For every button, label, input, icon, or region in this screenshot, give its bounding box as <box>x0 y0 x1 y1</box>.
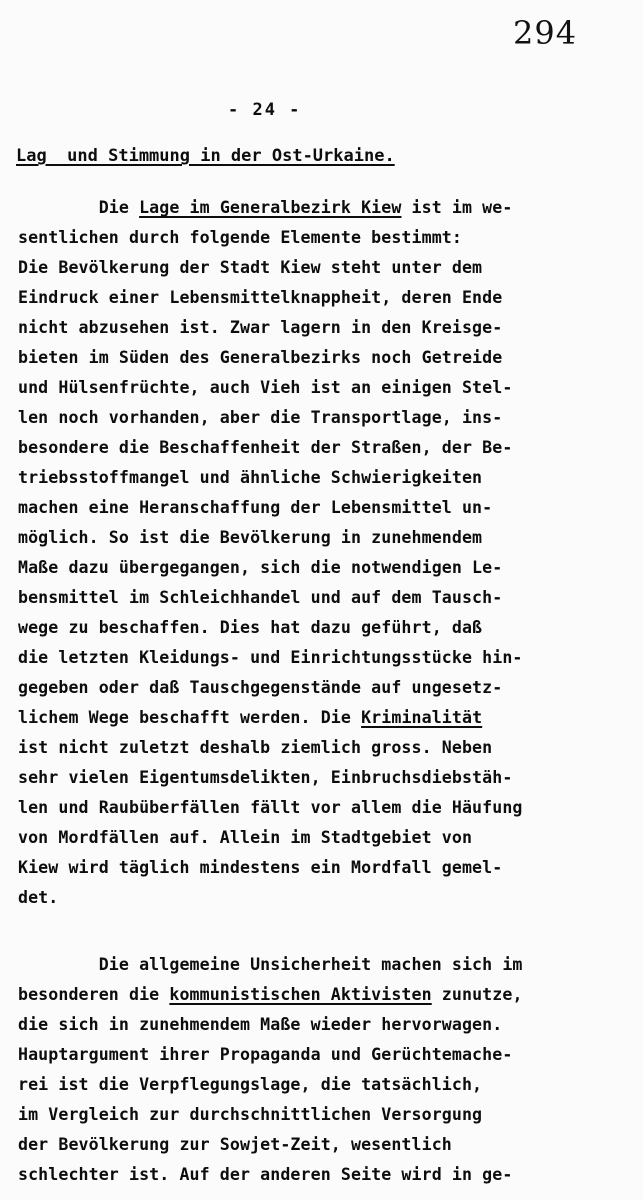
underlined-phrase: Kriminalität <box>361 708 483 727</box>
line-text: rei ist die Verpflegungslage, die tatsächlich, <box>18 1075 483 1094</box>
section-heading: Lag und Stimmung in der Ost-Urkaine. <box>16 146 395 166</box>
text-line <box>18 523 523 553</box>
text-line <box>18 583 523 613</box>
line-text: det. <box>18 888 59 907</box>
line-text: Die allgemeine Unsicherheit machen sich im <box>18 955 523 974</box>
text-line <box>18 1070 523 1100</box>
line-text: im Vergleich zur durchschnittlichen Versorgung <box>18 1105 483 1124</box>
text-line <box>18 823 523 853</box>
line-text: zunutze, <box>431 985 523 1004</box>
line-text: der Bevölkerung zur Sowjet-Zeit, wesentlich <box>18 1135 452 1154</box>
text-line <box>18 733 523 763</box>
text-line <box>18 283 523 313</box>
line-text: wege zu beschaffen. Dies hat dazu geführt, daß <box>18 618 483 637</box>
line-text: triebsstoffmangel und ähnliche Schwierigkeiten <box>18 468 483 487</box>
line-text: Die <box>18 198 140 217</box>
line-text: Eindruck einer Lebensmittelknappheit, deren Ende <box>18 288 503 307</box>
text-line <box>18 980 523 1010</box>
line-text: machen eine Heranschaffung der Lebensmittel un- <box>18 498 493 517</box>
text-line <box>18 793 523 823</box>
line-text: die letzten Kleidungs- und Einrichtungsstücke hin- <box>18 648 523 667</box>
line-text: Maße dazu übergegangen, sich die notwendigen Le- <box>18 558 503 577</box>
line-text: sehr vielen Eigentumsdelikten, Einbruchsdiebstäh- <box>18 768 513 787</box>
text-line <box>18 343 523 373</box>
text-line <box>18 253 523 283</box>
text-line <box>18 763 523 793</box>
folio-number: - 24 - <box>228 100 302 120</box>
text-line <box>18 223 523 253</box>
line-text: von Mordfällen auf. Allein im Stadtgebiet von <box>18 828 473 847</box>
text-line <box>18 433 523 463</box>
text-line <box>18 950 523 980</box>
line-text: ist nicht zuletzt deshalb ziemlich gross. Neben <box>18 738 493 757</box>
line-text: schlechter ist. Auf der anderen Seite wird in ge- <box>18 1165 513 1184</box>
line-text: die sich in zunehmendem Maße wieder hervorwagen. <box>18 1015 503 1034</box>
text-line <box>18 313 523 343</box>
line-text: gegeben oder daß Tauschgegenstände auf ungesetz- <box>18 678 503 697</box>
line-text: sentlichen durch folgende Elemente bestimmt: <box>18 228 462 247</box>
line-text: lichem Wege beschafft werden. Die <box>18 708 362 727</box>
text-line <box>18 853 523 883</box>
text-line <box>18 403 523 433</box>
line-text: Hauptargument ihrer Propaganda und Gerüchtemache- <box>18 1045 513 1064</box>
line-text: nicht abzusehen ist. Zwar lagern in den Kreisge- <box>18 318 503 337</box>
line-text: besondere die Beschaffenheit der Straßen, der Be- <box>18 438 513 457</box>
line-text: len noch vorhanden, aber die Transportlage, ins- <box>18 408 503 427</box>
line-text: Die Bevölkerung der Stadt Kiew steht unter dem <box>18 258 483 277</box>
text-line <box>18 553 523 583</box>
text-line <box>18 1130 523 1160</box>
line-text: len und Raubüberfällen fällt vor allem die Häufung <box>18 798 523 817</box>
text-line <box>18 643 523 673</box>
text-line <box>18 703 523 733</box>
line-text: bensmittel im Schleichhandel und auf dem Tausch- <box>18 588 503 607</box>
text-line <box>18 373 523 403</box>
text-line <box>18 613 523 643</box>
text-line <box>18 463 523 493</box>
text-line <box>18 673 523 703</box>
underlined-phrase: Lage im Generalbezirk Kiew <box>139 198 402 217</box>
text-line <box>18 883 523 913</box>
underlined-phrase: kommunistischen Aktivisten <box>169 985 432 1004</box>
text-line <box>18 1010 523 1040</box>
text-line <box>18 493 523 523</box>
line-text: bieten im Süden des Generalbezirks noch Getreide <box>18 348 503 367</box>
text-line <box>18 1160 523 1190</box>
text-line <box>18 1100 523 1130</box>
line-text: Kiew wird täglich mindestens ein Mordfall gemel- <box>18 858 503 877</box>
page-number: 294 <box>513 14 578 52</box>
line-text: und Hülsenfrüchte, auch Vieh ist an einigen Stel- <box>18 378 513 397</box>
line-text: ist im we- <box>401 198 513 217</box>
text-line <box>18 193 523 223</box>
text-line <box>18 1040 523 1070</box>
line-text: besonderen die <box>18 985 170 1004</box>
paragraph-1 <box>18 193 523 913</box>
paragraph-2 <box>18 950 523 1190</box>
line-text: möglich. So ist die Bevölkerung in zunehmendem <box>18 528 483 547</box>
